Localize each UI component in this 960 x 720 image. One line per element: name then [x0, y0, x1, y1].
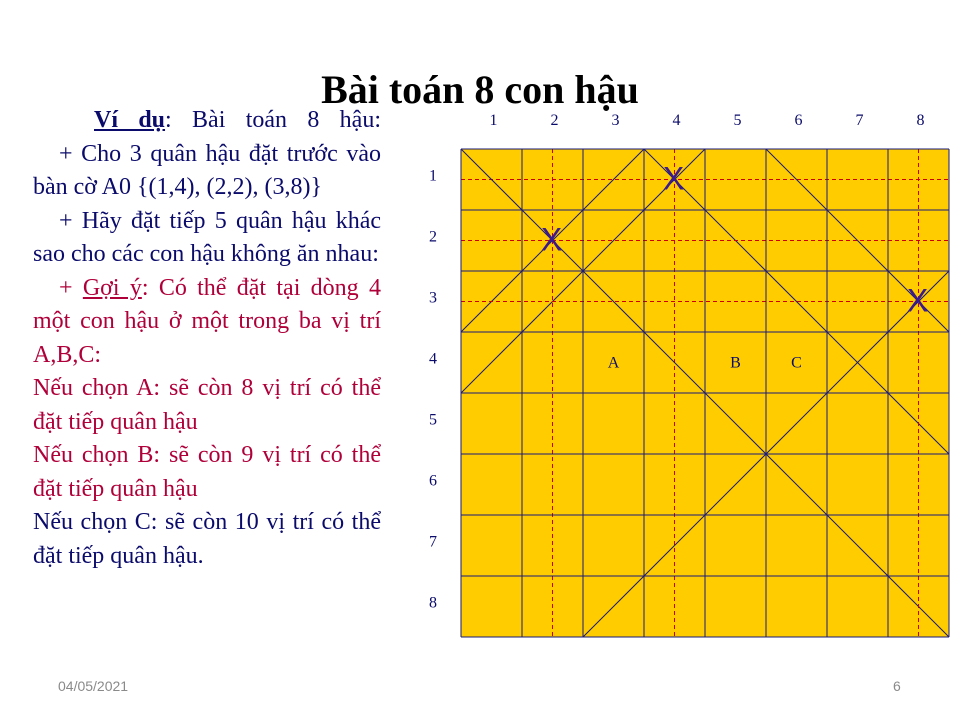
column-label: 5 [733, 112, 742, 129]
candidate-label: B [730, 354, 741, 372]
row-label: 3 [429, 289, 437, 307]
row-label: 6 [429, 472, 437, 490]
row-label: 7 [429, 533, 437, 551]
example-rest: : Bài toán 8 hậu: [165, 107, 381, 133]
option-c-text: Nếu chọn C: sẽ còn 10 vị trí có thể đặt tiếp quân hậu. [33, 509, 381, 569]
option-b-text: Nếu chọn B: sẽ còn 9 vị trí có thể đặt tiếp quân hậu [33, 442, 381, 502]
given-queens-text: + Cho 3 quân hậu đặt trước vào bàn cờ A0 {(1,4), (2,2), (3,8)} [33, 140, 381, 200]
slide-title: Bài toán 8 con hậu [321, 67, 639, 112]
hint-rest: : Có thể đặt tại dòng 4 một con hậu ở một trong ba vị trí A,B,C: [33, 274, 381, 368]
example-label: Ví dụ [94, 107, 166, 133]
slide-number: 6 [893, 678, 901, 694]
queen-mark: X [540, 221, 563, 258]
row-label: 2 [429, 228, 437, 246]
footer-date: 04/05/2021 [58, 678, 129, 694]
queen-mark: X [906, 282, 929, 319]
column-label: 6 [794, 112, 803, 129]
column-label: 2 [550, 112, 559, 129]
queen-mark: X [662, 160, 685, 197]
hint-prefix: + [59, 274, 83, 301]
column-label: 8 [916, 112, 925, 129]
row-label: 8 [429, 594, 437, 612]
hint-label: Gợi ý [82, 274, 142, 301]
row-label: 4 [429, 350, 437, 368]
task-text: + Hãy đặt tiếp 5 quân hậu khác sao cho các con hậu không ăn nhau: [33, 207, 381, 267]
row-label: 5 [429, 411, 437, 429]
row-label: 1 [429, 167, 437, 185]
column-label: 1 [489, 112, 498, 129]
column-label: 4 [672, 112, 681, 129]
candidate-label: C [791, 354, 802, 372]
column-label: 7 [855, 112, 864, 129]
option-a-text: Nếu chọn A: sẽ còn 8 vị trí có thể đặt tiếp quân hậu [33, 375, 381, 435]
column-label: 3 [611, 112, 620, 129]
candidate-label: A [607, 354, 620, 372]
